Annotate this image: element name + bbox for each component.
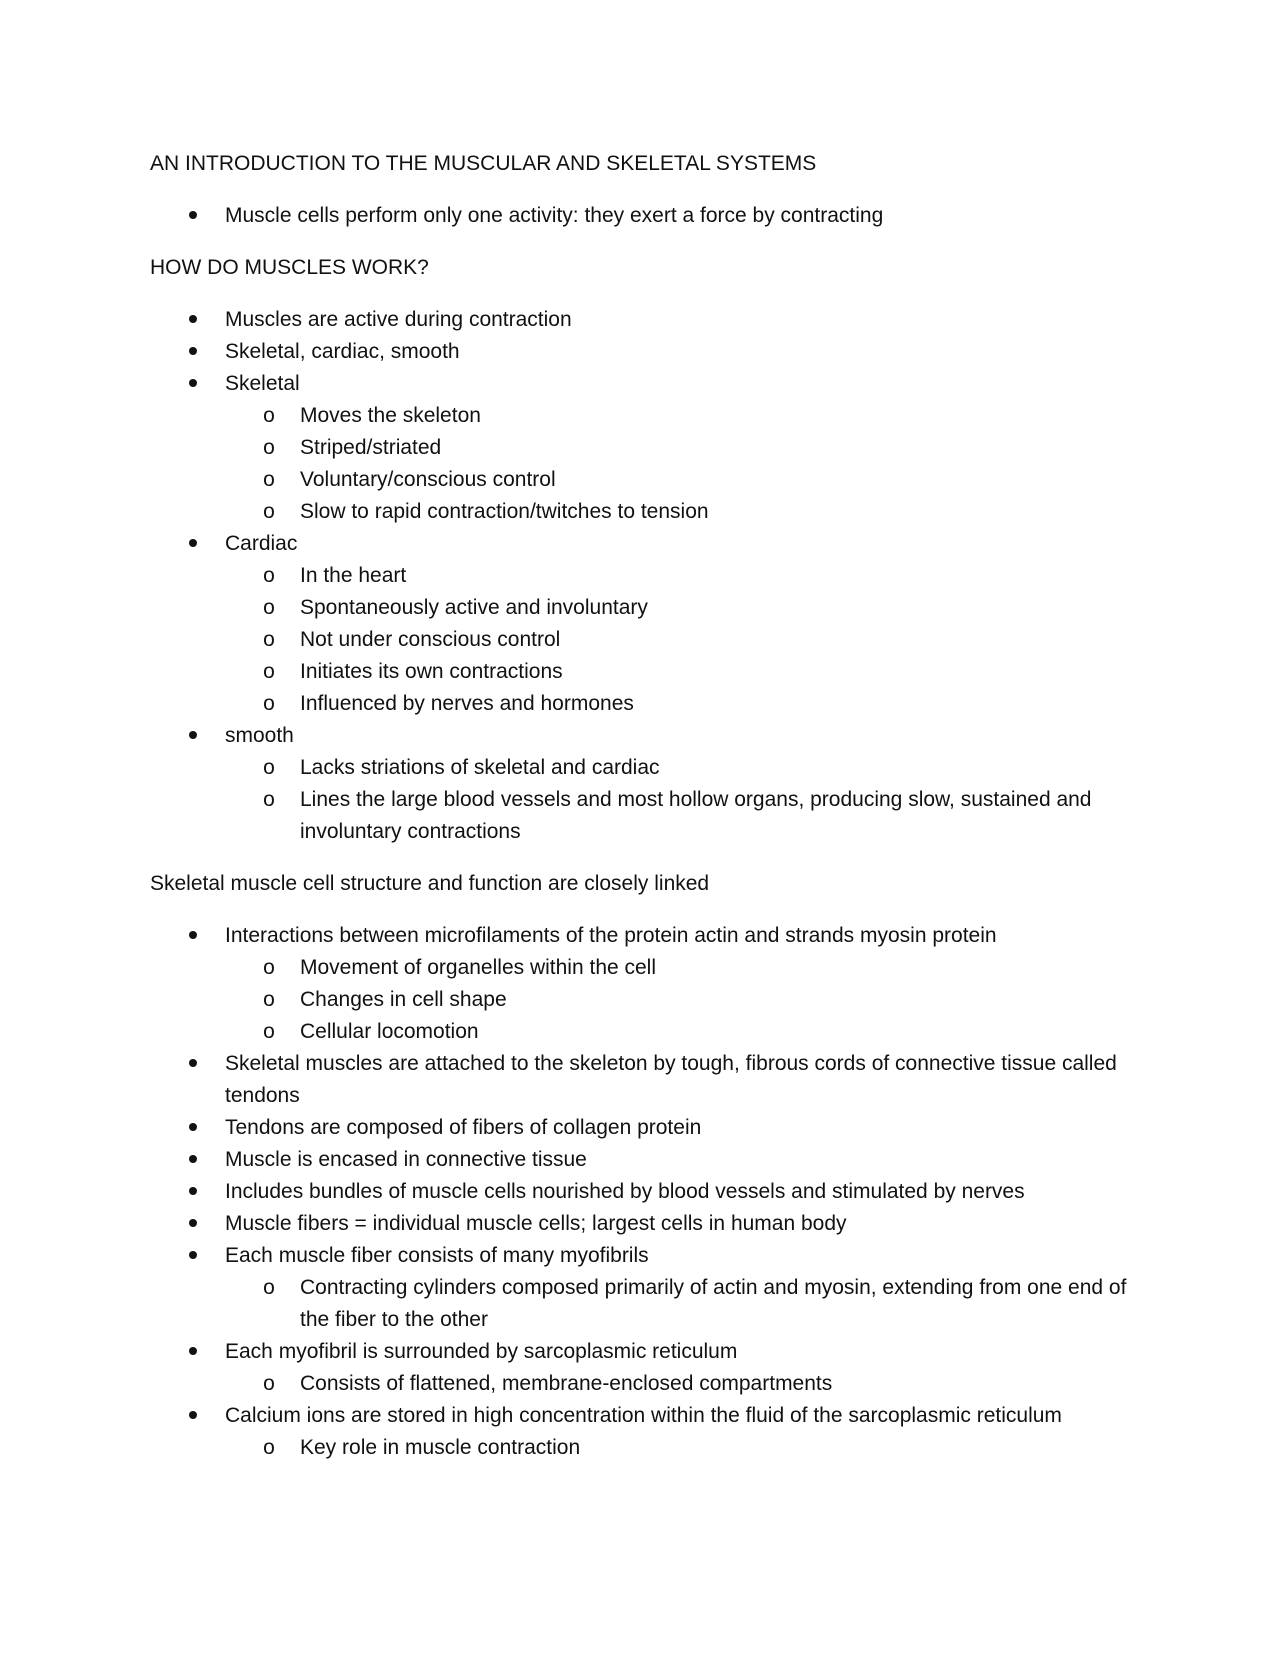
list-item [150,1336,1130,1400]
sub-bullet-icon: o [263,660,275,683]
list-item-text: Skeletal muscles are attached to the skeleton by tough, fibrous cords of connective tissue called tendons [225,1052,1117,1107]
bullet-icon [183,1176,203,1208]
sub-list [225,1368,1130,1400]
sub-bullet-icon: o [263,468,275,491]
sub-list-item-text: Voluntary/conscious control [300,468,556,491]
section-heading-structure-function: Skeletal muscle cell structure and function are closely linked [150,872,710,895]
list-item [150,200,1130,232]
sub-list-item [150,952,1130,984]
list-item-text: Muscles are active during contraction [225,308,572,331]
bullet-icon [183,920,203,952]
sub-list-item [150,1016,1130,1048]
bullet-icon [183,1400,203,1432]
list-item-text: Includes bundles of muscle cells nourished by blood vessels and stimulated by nerves [225,1180,1025,1203]
list-item-text: Skeletal, cardiac, smooth [225,340,460,363]
sub-list-item [150,496,1130,528]
list-item-text: Cardiac [225,532,298,555]
list-item [150,528,1130,720]
list-item-text: Tendons are composed of fibers of collagen protein [225,1116,702,1139]
document-title: AN INTRODUCTION TO THE MUSCULAR AND SKELETAL SYSTEMS [150,152,817,175]
sub-list-item-text: Initiates its own contractions [300,660,563,683]
sub-list-item-text: Movement of organelles within the cell [300,956,657,979]
sub-list-item [150,592,1130,624]
sub-bullet-icon: o [263,1436,275,1459]
bullet-icon [183,1208,203,1240]
sub-list-item [150,984,1130,1016]
sub-bullet-icon: o [263,596,275,619]
sub-list-item-text: Lacks striations of skeletal and cardiac [300,756,660,779]
sub-list-item-text: Spontaneously active and involuntary [300,596,648,619]
bullet-icon [183,528,203,560]
list-item-text: Interactions between microfilaments of the protein actin and strands myosin protein [225,924,997,947]
list-item [150,1240,1130,1336]
list-item-text: Each muscle fiber consists of many myofibrils [225,1244,649,1267]
sub-list-item [150,656,1130,688]
sub-list-item [150,432,1130,464]
bullet-icon [183,1144,203,1176]
document-body [150,148,1130,1484]
bullet-icon [183,368,203,400]
list-item [150,1144,1130,1176]
sub-list-item [150,784,1130,848]
list-item-text: Each myofibril is surrounded by sarcoplasmic reticulum [225,1340,738,1363]
sub-bullet-icon: o [263,956,275,979]
sub-list-item-text: Not under conscious control [300,628,561,651]
list-item [150,304,1130,336]
sub-list-item-text: In the heart [300,564,407,587]
list-item-text: smooth [225,724,294,747]
list-item [150,1176,1130,1208]
sub-list-item [150,1432,1130,1464]
sub-list-item-text: Striped/striated [300,436,442,459]
sub-list [225,1432,1130,1464]
sub-list-item-text: Cellular locomotion [300,1020,479,1043]
sub-list-item [150,400,1130,432]
section2-list [150,920,1130,1464]
sub-list [225,952,1130,1048]
sub-list [225,752,1130,848]
section-heading-how-muscles-work: HOW DO MUSCLES WORK? [150,256,429,279]
list-item-text: Muscle cells perform only one activity: they exert a force by contracting [225,204,884,227]
sub-bullet-icon: o [263,500,275,523]
sub-list [225,400,1130,528]
list-item [150,1112,1130,1144]
sub-list-item [150,1272,1130,1336]
list-item [150,336,1130,368]
bullet-icon [183,1048,203,1080]
sub-list-item-text: Influenced by nerves and hormones [300,692,634,715]
bullet-icon [183,200,203,232]
sub-list [225,1272,1130,1336]
sub-list-item [150,688,1130,720]
sub-list-item-text: Consists of flattened, membrane-enclosed compartments [300,1372,833,1395]
sub-list-item-text: Contracting cylinders composed primarily of actin and myosin, extending from one end of the fiber to the other [300,1276,1127,1331]
bullet-icon [183,1240,203,1272]
list-item-text: Muscle fibers = individual muscle cells; largest cells in human body [225,1212,847,1235]
sub-list-item-text: Moves the skeleton [300,404,481,427]
list-item [150,368,1130,528]
bullet-icon [183,1112,203,1144]
sub-list [225,560,1130,720]
sub-list-item [150,1368,1130,1400]
bullet-icon [183,1336,203,1368]
sub-bullet-icon: o [263,988,275,1011]
sub-list-item [150,624,1130,656]
sub-bullet-icon: o [263,1276,275,1299]
sub-bullet-icon: o [263,756,275,779]
section1-list [150,304,1130,848]
sub-bullet-icon: o [263,436,275,459]
bullet-icon [183,720,203,752]
sub-list-item-text: Slow to rapid contraction/twitches to tension [300,500,709,523]
sub-bullet-icon: o [263,692,275,715]
sub-list-item [150,752,1130,784]
list-item [150,920,1130,1048]
sub-list-item-text: Lines the large blood vessels and most hollow organs, producing slow, sustained and involuntary contractions [300,788,1092,843]
intro-list [150,200,1130,232]
list-item-text: Skeletal [225,372,300,395]
list-item [150,1400,1130,1464]
sub-bullet-icon: o [263,628,275,651]
list-item-text: Muscle is encased in connective tissue [225,1148,587,1171]
sub-bullet-icon: o [263,1372,275,1395]
sub-list-item [150,560,1130,592]
sub-bullet-icon: o [263,788,275,811]
bullet-icon [183,336,203,368]
list-item [150,1048,1130,1112]
sub-list-item-text: Changes in cell shape [300,988,507,1011]
list-item [150,720,1130,848]
sub-bullet-icon: o [263,1020,275,1043]
list-item-text: Calcium ions are stored in high concentration within the fluid of the sarcoplasmic reticulum [225,1404,1062,1427]
list-item [150,1208,1130,1240]
sub-bullet-icon: o [263,564,275,587]
sub-bullet-icon: o [263,404,275,427]
bullet-icon [183,304,203,336]
sub-list-item [150,464,1130,496]
sub-list-item-text: Key role in muscle contraction [300,1436,581,1459]
